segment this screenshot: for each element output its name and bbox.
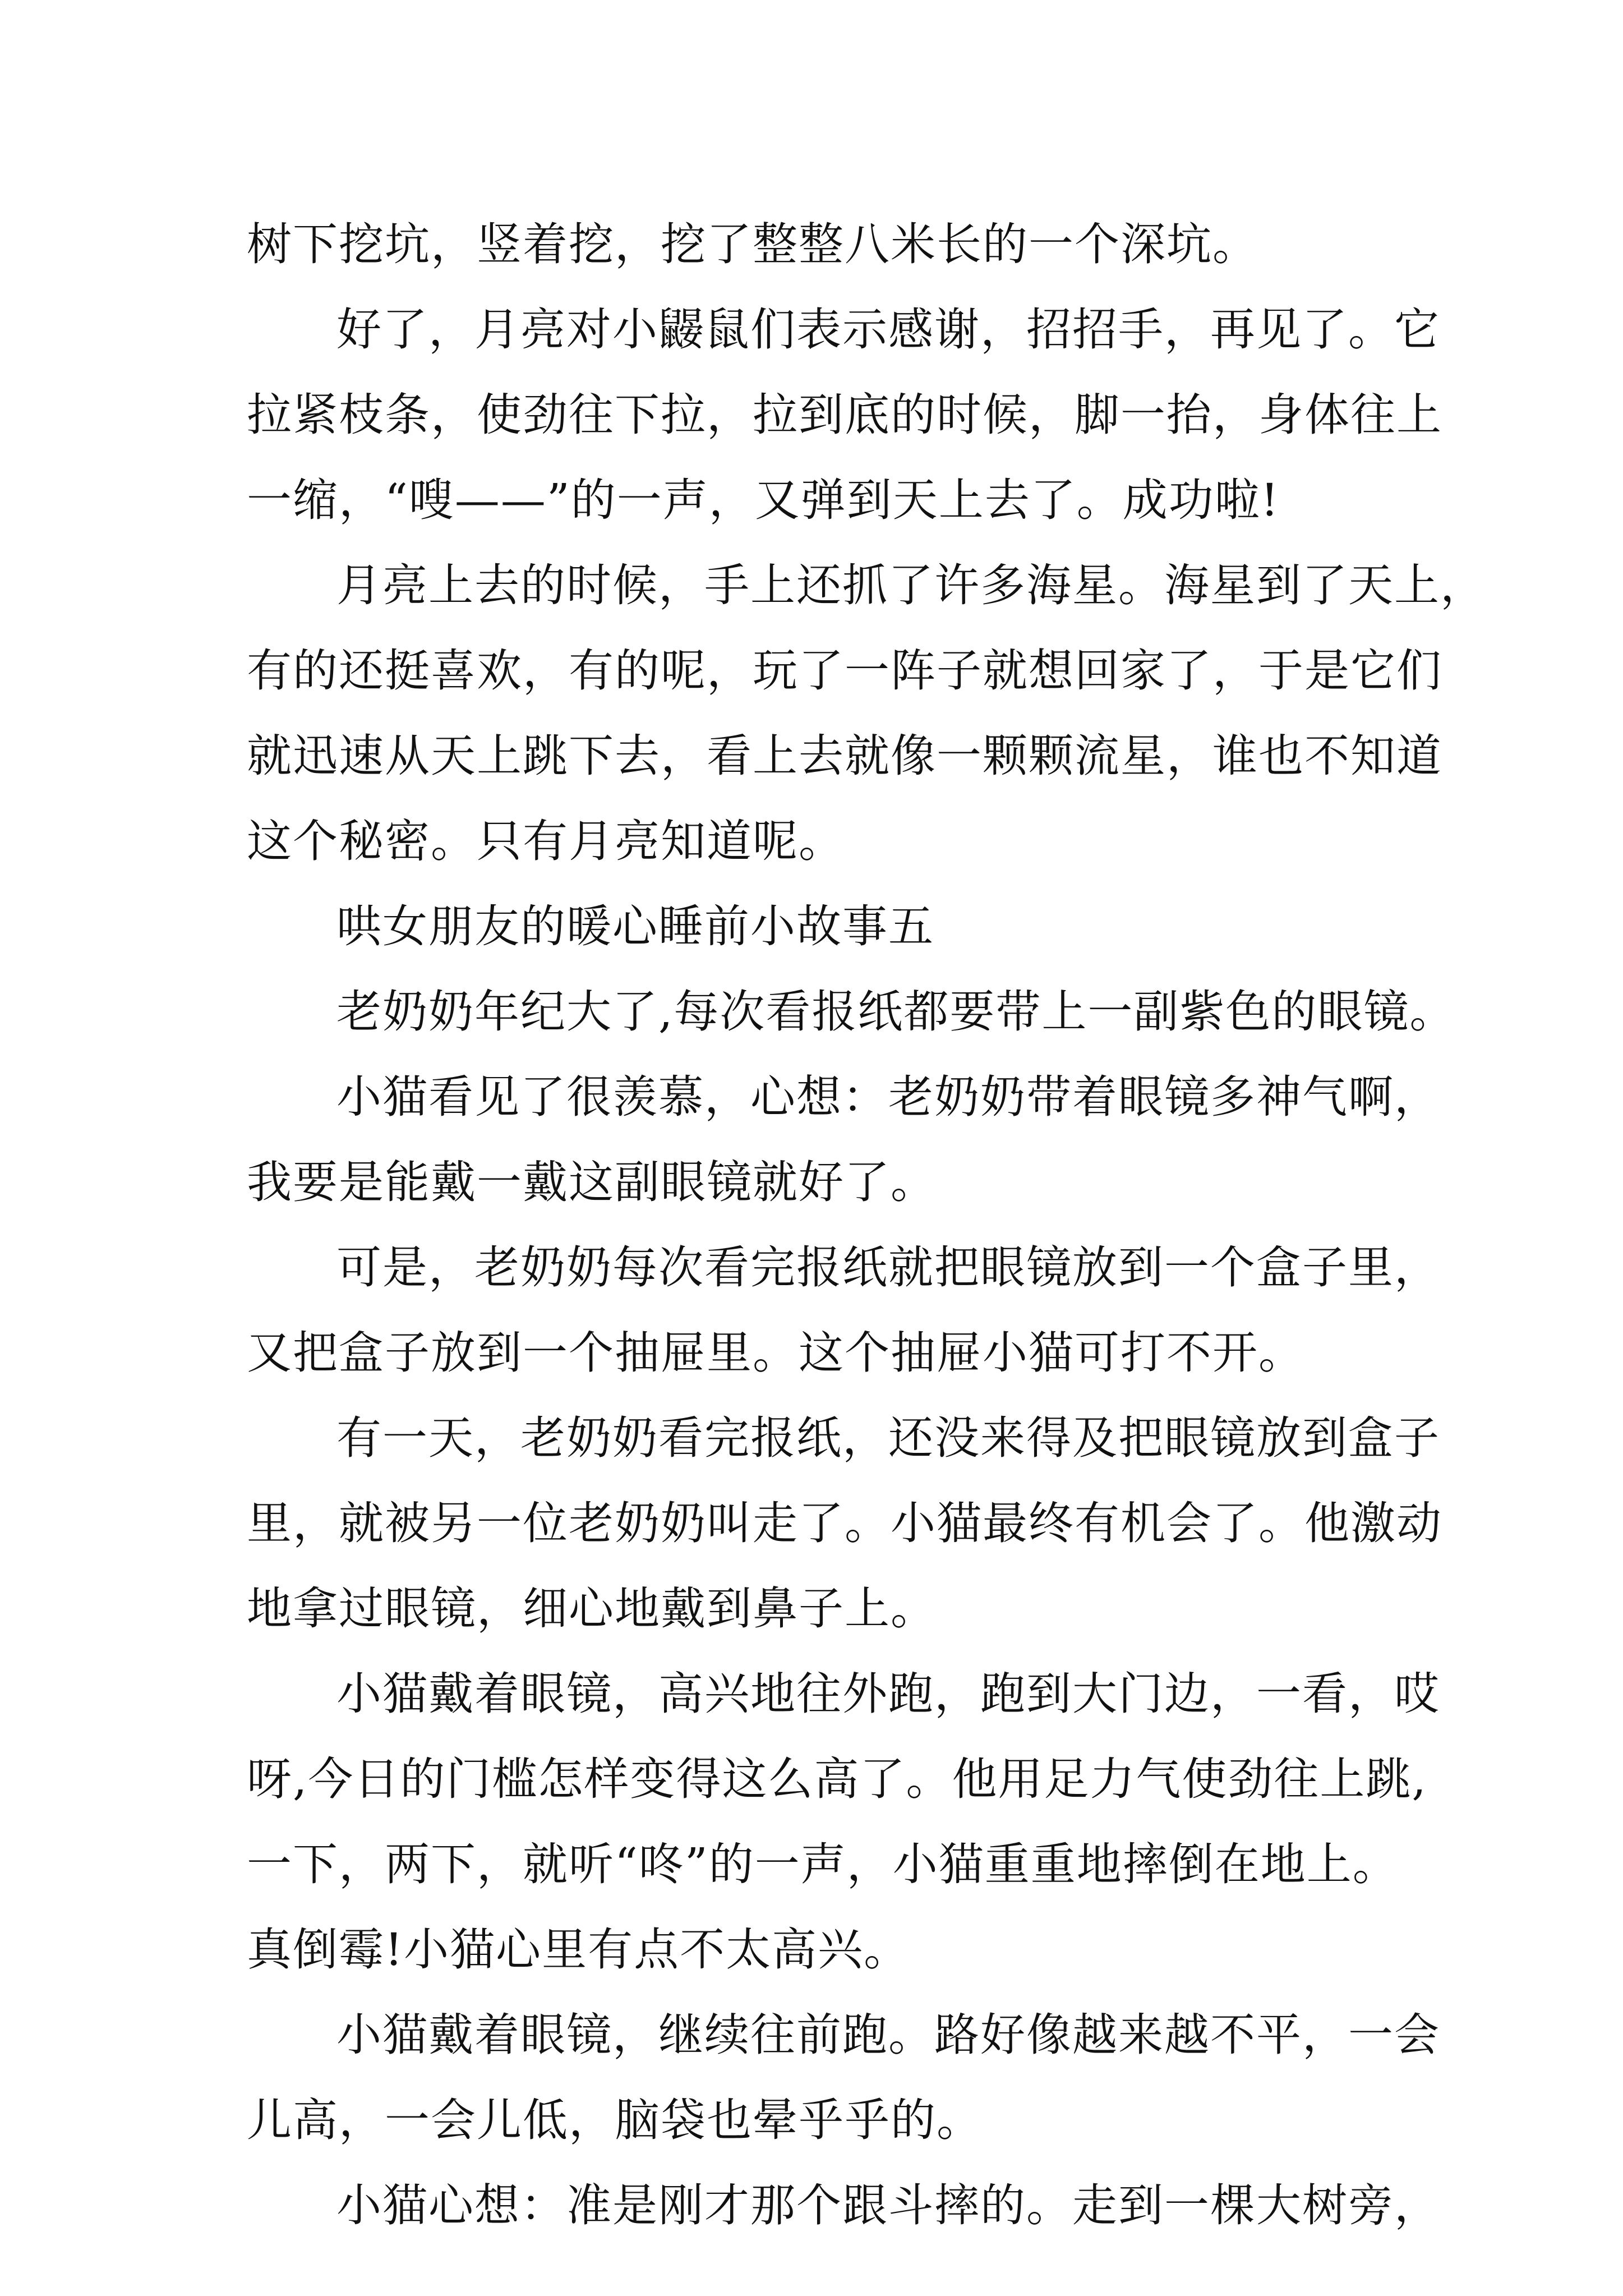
- story-text: [247, 202, 1486, 2248]
- text-line: 有的还挺喜欢，有的呢，玩了一阵子就想回家了，于是它们: [247, 645, 1442, 697]
- text-line: 里，就被另一位老奶奶叫走了。小猫最终有机会了。他激动: [247, 1497, 1442, 1549]
- text-line: 这个秘密。只有月亮知道呢。: [247, 815, 845, 867]
- text-line: 我要是能戴一戴这副眼镜就好了。: [247, 1156, 937, 1208]
- section-heading: 哄女朋友的暖心睡前小故事五: [336, 900, 934, 953]
- text-line: 月亮上去的时候，手上还抓了许多海星。海星到了天上，: [336, 559, 1486, 611]
- text-line: 一缩，“嗖——”的一声，又弹到天上去了。成功啦!: [247, 474, 1280, 526]
- text-line: 又把盒子放到一个抽屉里。这个抽屉小猫可打不开。: [247, 1327, 1304, 1379]
- text-line: 真倒霉!小猫心里有点不太高兴。: [247, 1924, 910, 1976]
- text-line: 一下，两下，就听“咚”的一声，小猫重重地摔倒在地上。: [247, 1838, 1399, 1890]
- text-line: 可是，老奶奶每次看完报纸就把眼镜放到一个盒子里，: [336, 1241, 1440, 1294]
- text-line: 就迅速从天上跳下去，看上去就像一颗颗流星，谁也不知道: [247, 730, 1442, 782]
- text-line: 老奶奶年纪大了,每次看报纸都要带上一副紫色的眼镜。: [336, 986, 1456, 1038]
- text-line: 小猫戴着眼镜，高兴地往外跑，跑到大门边，一看，哎: [336, 1668, 1440, 1720]
- text-line: 好了，月亮对小鼹鼠们表示感谢，招招手，再见了。它: [336, 303, 1440, 356]
- text-line: 儿高，一会儿低，脑袋也晕乎乎的。: [247, 2094, 983, 2146]
- text-line: 树下挖坑，竖着挖，挖了整整八米长的一个深坑。: [247, 218, 1258, 270]
- text-line: 小猫看见了很羡慕，心想：老奶奶带着眼镜多神气啊，: [336, 1071, 1440, 1123]
- text-line: 地拿过眼镜，细心地戴到鼻子上。: [247, 1582, 937, 1635]
- text-line: 小猫心想：准是刚才那个跟斗摔的。走到一棵大树旁，: [336, 2179, 1440, 2231]
- text-line: 拉紧枝条，使劲往下拉，拉到底的时候，脚一抬，身体往上: [247, 389, 1442, 441]
- text-line: 有一天，老奶奶看完报纸，还没来得及把眼镜放到盒子: [336, 1412, 1440, 1464]
- text-line: 呀,今日的门槛怎样变得这么高了。他用足力气使劲往上跳,: [247, 1753, 1427, 1805]
- text-line: 小猫戴着眼镜，继续往前跑。路好像越来越不平，一会: [336, 2009, 1440, 2061]
